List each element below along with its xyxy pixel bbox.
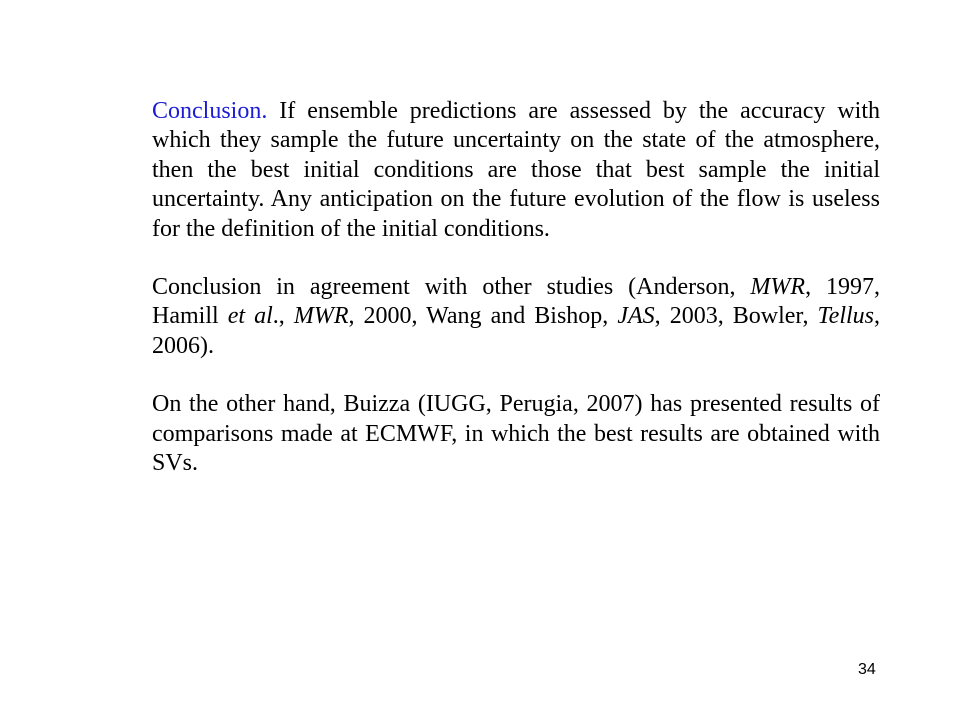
conclusion-text: If ensemble predictions are assessed by the accuracy with which they sample the future uncertainty on the state of the atmosphere, then the best initial conditions are those that best sample the initial uncertainty. Any anticipation on the future evolution of the flow is useless for the definition of the initial conditions. bbox=[152, 98, 880, 242]
agreement-text-3: ., bbox=[272, 303, 294, 330]
journal-tellus: Tellus bbox=[817, 303, 875, 330]
journal-jas: JAS bbox=[617, 303, 655, 330]
paragraph-agreement bbox=[152, 273, 880, 361]
agreement-text-1: Conclusion in agreement with other studies (Anderson, bbox=[152, 274, 751, 301]
journal-mwr-2: MWR bbox=[293, 303, 349, 330]
journal-mwr-1: MWR bbox=[750, 274, 806, 301]
conclusion-keyword: Conclusion. bbox=[152, 98, 268, 124]
agreement-text-6: , 2006). bbox=[152, 303, 881, 359]
buizza-text: On the other hand, Buizza (IUGG, Perugia, 2007) has presented results of comparisons made at ECMWF, in which the best results are obtained with SVs. bbox=[152, 391, 880, 477]
agreement-text-2: , 1997, Hamill bbox=[152, 274, 880, 330]
paragraph-conclusion bbox=[152, 97, 880, 244]
slide-body bbox=[152, 97, 880, 478]
page-number: 34 bbox=[858, 661, 876, 678]
agreement-text-5: , 2003, Bowler, bbox=[654, 303, 818, 330]
agreement-text-4: , 2000, Wang and Bishop, bbox=[348, 303, 618, 330]
et-al: et al bbox=[227, 303, 273, 330]
paragraph-buizza bbox=[152, 390, 880, 478]
